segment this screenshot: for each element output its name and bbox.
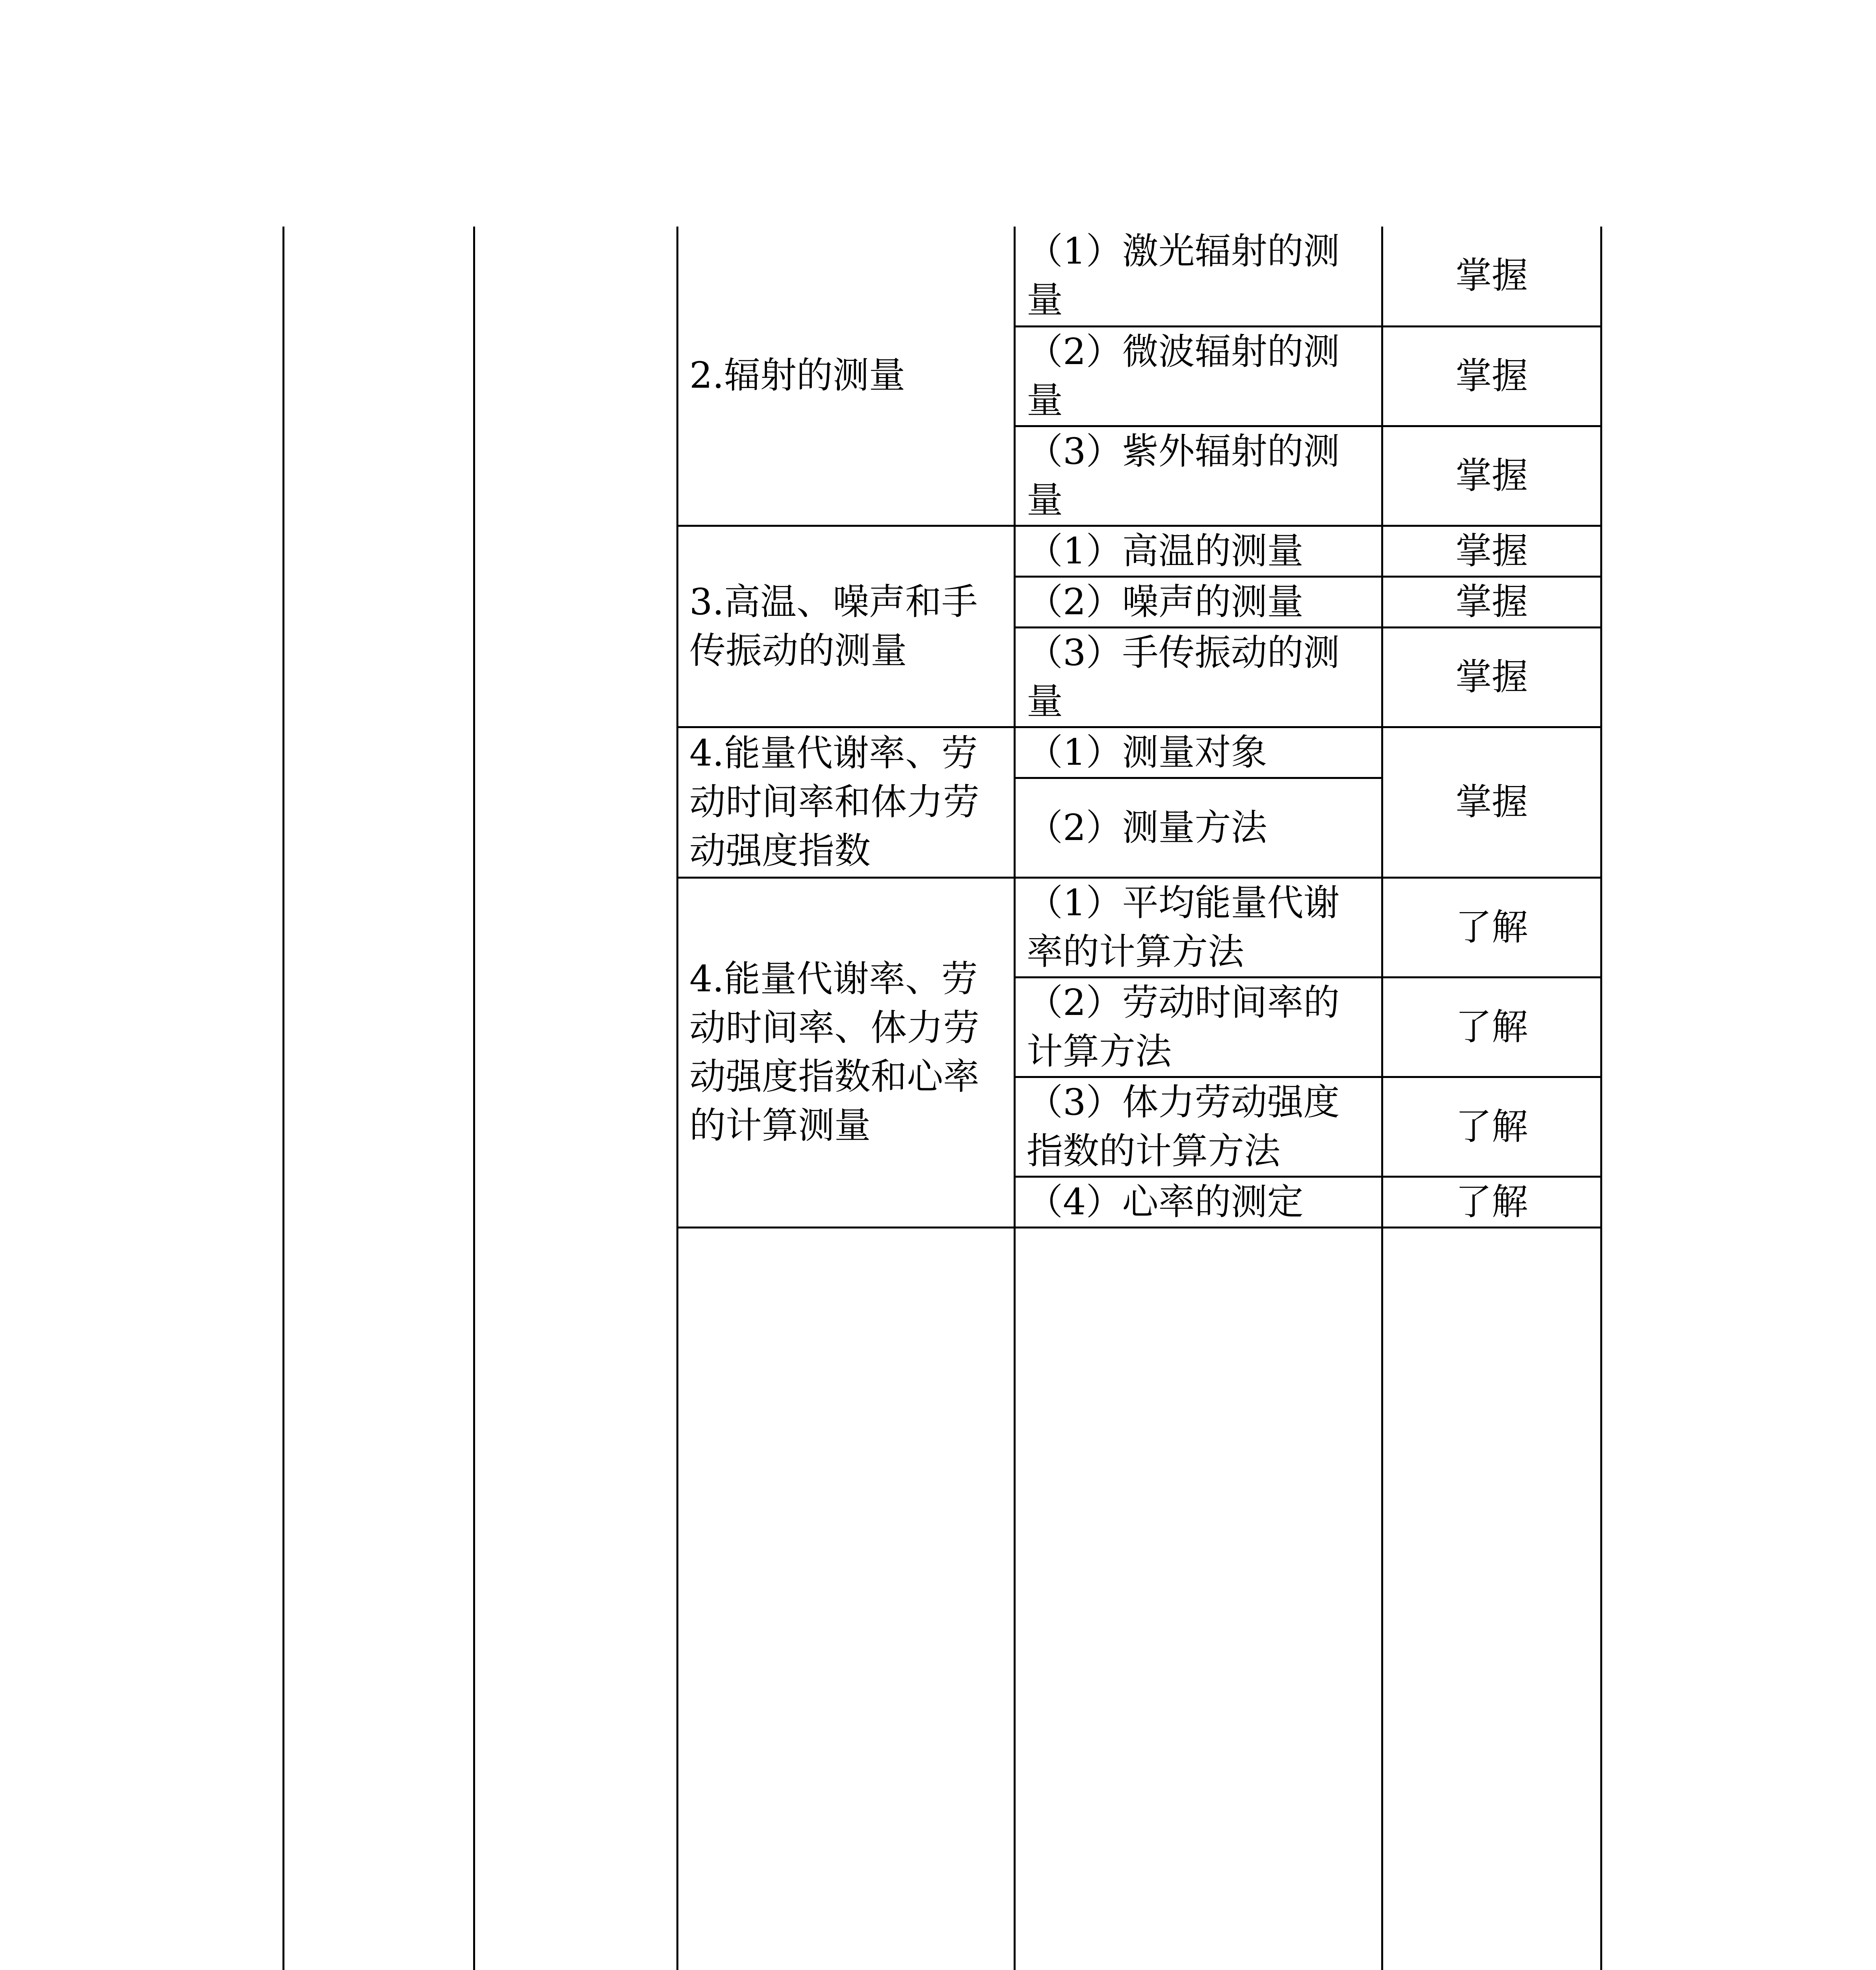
- item-label: （2）劳动时间率的计算方法: [1015, 977, 1382, 1077]
- item-label: （1）测量对象: [1015, 727, 1382, 778]
- requirement-level: 了解: [1382, 1077, 1601, 1176]
- group-label: 4.能量代谢率、劳动时间率和体力劳动强度指数: [678, 727, 1015, 877]
- requirement-level: 了解: [1382, 1176, 1601, 1227]
- category-cell-continued: [284, 227, 474, 1970]
- subcategory-cell-continued: [474, 227, 678, 1970]
- item-label: （1）平均能量代谢率的计算方法: [1015, 877, 1382, 977]
- group-label: 3.高温、噪声和手传振动的测量: [678, 526, 1015, 727]
- item-label: （3）手传振动的测量: [1015, 627, 1382, 727]
- group-label: 4.能量代谢率、劳动时间率、体力劳动强度指数和心率的计算测量: [678, 877, 1015, 1227]
- item-label: （1）激光辐射的测量: [1015, 227, 1382, 326]
- requirement-level: 掌握: [1382, 627, 1601, 727]
- item-label: （4）心率的测定: [1015, 1176, 1382, 1227]
- requirement-level: 掌握: [1382, 426, 1601, 526]
- requirement-level: 掌握: [1382, 576, 1601, 627]
- subcategory-label: [1015, 1227, 1382, 1970]
- group-label: [1382, 1227, 1601, 1970]
- requirement-level: 了解: [1382, 877, 1601, 977]
- item-label: （3）紫外辐射的测量: [1015, 426, 1382, 526]
- requirement-level: 掌握: [1382, 227, 1601, 326]
- item-label: （3）体力劳动强度指数的计算方法: [1015, 1077, 1382, 1176]
- requirement-level: 了解: [1382, 977, 1601, 1077]
- item-label: （1）高温的测量: [1015, 526, 1382, 576]
- group-label: 2.辐射的测量: [678, 227, 1015, 526]
- requirement-level: 掌握: [1382, 326, 1601, 426]
- requirement-level: 掌握: [1382, 526, 1601, 576]
- item-label: （2）测量方法: [1015, 778, 1382, 877]
- item-label: （2）噪声的测量: [1015, 576, 1382, 627]
- item-label: （2）微波辐射的测量: [1015, 326, 1382, 426]
- content-table: [282, 227, 1602, 1970]
- category-label: [678, 1227, 1015, 1970]
- table-row: [284, 227, 1601, 326]
- requirement-level: 掌握: [1382, 727, 1601, 877]
